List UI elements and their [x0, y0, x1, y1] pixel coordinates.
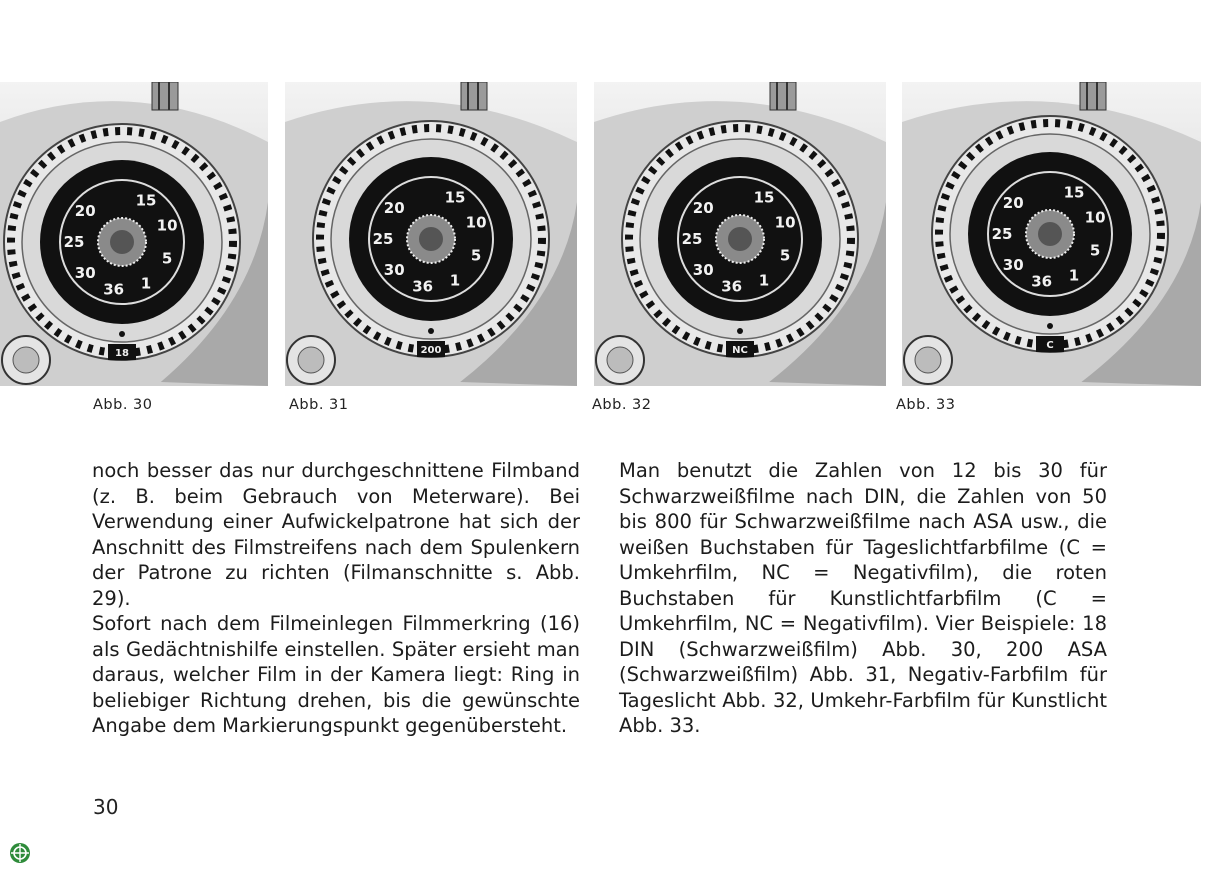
- marker-dot: [737, 328, 743, 334]
- dial-number: 10: [1084, 208, 1106, 227]
- dial-number: 25: [372, 230, 394, 248]
- left-text-column: [92, 458, 580, 739]
- dial-number: 20: [383, 199, 405, 218]
- dial-number: 1: [758, 271, 770, 290]
- dial-number: 15: [135, 191, 157, 210]
- dial-number: 1: [1068, 266, 1080, 285]
- figure-photo-32: [594, 82, 886, 386]
- dial-number: 30: [692, 260, 714, 279]
- body-paragraph: Man benutzt die Zahlen von 12 bis 30 für Schwarzweißfilme nach DIN, die Zahlen von 50 bis 800 für Schwarzweißfilme nach ASA usw., die weißen Buchstaben für Tageslichtfarbfilme (C = Umkehrfilm, NC = Negativfilm), die roten Buchstaben für Kunstlichtfarbfilm (C = Umkehrfilm, NC = Negativfilm). Vier Beispiele: 18 DIN (Schwarzweißfilm) Abb. 30, 200 ASA (Schwarzweißfilm) Abb. 31, Negativ-Farbfilm für Tageslicht Abb. 32, Umkehr-Farbfilm für Kunstlicht Abb. 33.: [619, 459, 1107, 737]
- ring-label: 18: [115, 348, 129, 359]
- dial-number: 10: [156, 216, 178, 235]
- registration-mark-icon: [9, 842, 31, 864]
- dial-number: 25: [991, 225, 1013, 243]
- figure-photo-30: [0, 82, 268, 386]
- dial-number: 25: [681, 230, 703, 248]
- dial-number: 5: [779, 246, 791, 265]
- figure-photo-31: [285, 82, 577, 386]
- dial-number: 5: [1089, 241, 1101, 260]
- body-paragraph: Sofort nach dem Filmeinlegen Filmmerkring (16) als Gedächtnishilfe einstellen. Später ersieht man daraus, welcher Film in der Kamera liegt: Ring in beliebiger Richtung drehen, bis die gewünschte Angabe dem Markierungspunkt gegenübersteht.: [92, 612, 580, 737]
- marker-dot: [428, 328, 434, 334]
- dial-number: 15: [444, 188, 466, 207]
- dial-number: 20: [1002, 194, 1024, 213]
- dial-number: 25: [63, 233, 85, 251]
- dial-number: 36: [412, 277, 434, 296]
- dial-number: 10: [774, 213, 796, 232]
- dial-number: 15: [753, 188, 775, 207]
- dial-number: 20: [692, 199, 714, 218]
- dial-number: 36: [103, 280, 125, 299]
- dial-number: 20: [74, 202, 96, 221]
- figure-photo-33: [902, 82, 1201, 386]
- dial-number: 15: [1063, 183, 1085, 202]
- dial-number: 30: [74, 263, 96, 282]
- dial-number: 10: [465, 213, 487, 232]
- dial-number: 36: [1031, 272, 1053, 291]
- figure-caption: Abb. 31: [289, 397, 349, 413]
- dial-number: 1: [140, 274, 152, 293]
- figure-caption: Abb. 33: [896, 397, 956, 413]
- figure-caption: Abb. 30: [93, 397, 153, 413]
- dial-number: 36: [721, 277, 743, 296]
- ring-label: NC: [732, 345, 748, 356]
- dial-number: 30: [383, 260, 405, 279]
- film-reminder-dial: [0, 82, 268, 386]
- body-paragraph: noch besser das nur durchgeschnittene Filmband (z. B. beim Gebrauch von Meterware). Bei Verwendung einer Aufwickelpatrone hat sich der Anschnitt des Filmstreifens nach dem Spulenkern der Patrone zu richten (Filmanschnitte s. Abb. 29).: [92, 459, 580, 610]
- marker-dot: [119, 331, 125, 337]
- film-reminder-dial: [285, 82, 577, 386]
- ring-label: 200: [420, 345, 442, 356]
- marker-dot: [1047, 323, 1053, 329]
- dial-number: 1: [449, 271, 461, 290]
- figure-caption: Abb. 32: [592, 397, 652, 413]
- film-reminder-dial: [594, 82, 886, 386]
- film-reminder-dial: [902, 82, 1201, 386]
- dial-number: 5: [470, 246, 482, 265]
- dial-number: 5: [161, 249, 173, 268]
- ring-label: C: [1046, 340, 1054, 351]
- dial-number: 30: [1002, 255, 1024, 274]
- page-number: 30: [93, 795, 119, 819]
- right-text-column: [619, 458, 1107, 739]
